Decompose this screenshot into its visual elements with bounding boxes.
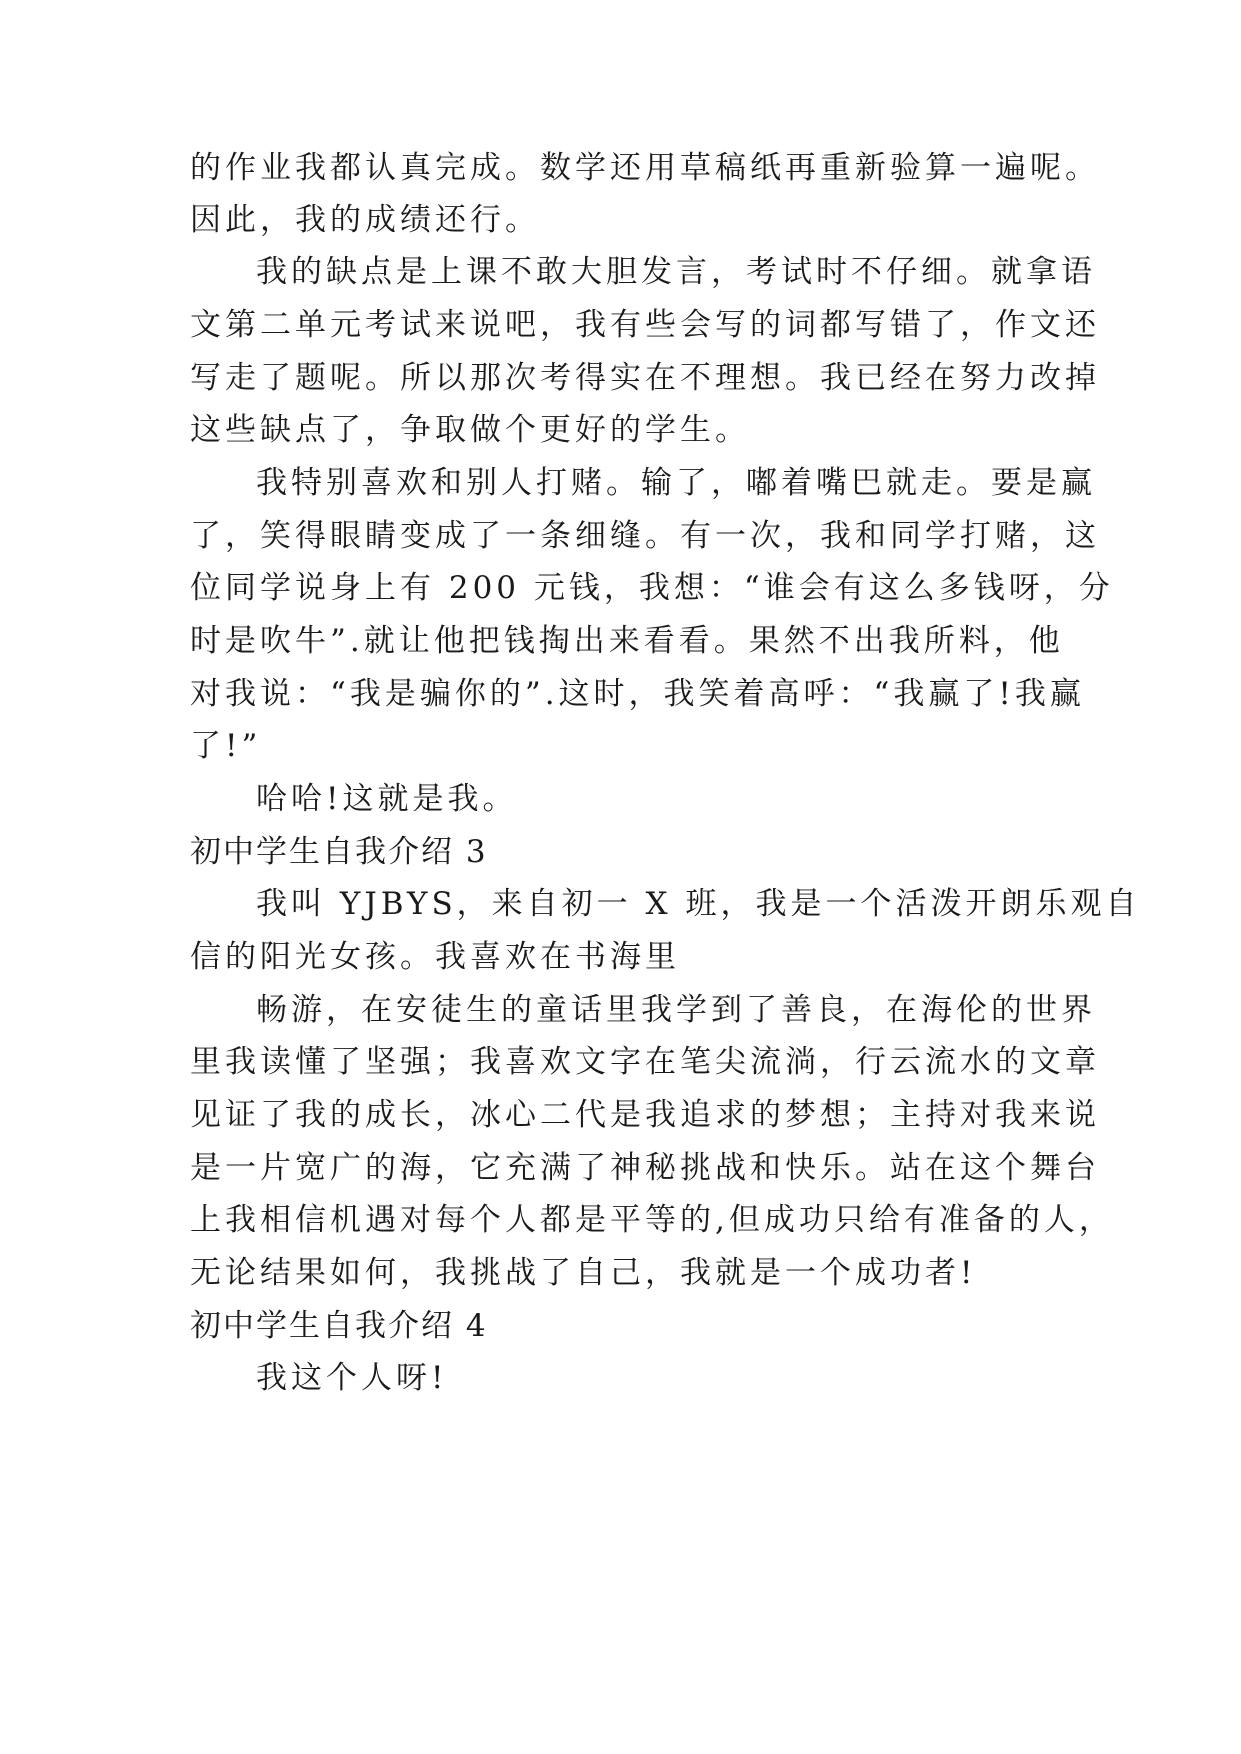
text-line: 里我读懂了坚强；我喜欢文字在笔尖流淌，行云流水的文章 (190, 1044, 1100, 1080)
text-line: 时是吹牛”.就让他把钱掏出来看看。果然不出我所料，他 (190, 623, 1064, 659)
section-heading: 初中学生自我介绍 3 (190, 834, 488, 870)
paragraph-first-line: 我特别喜欢和别人打赌。输了，嘟着嘴巴就走。要是赢 (256, 465, 1096, 501)
text-line: 写走了题呢。所以那次考得实在不理想。我已经在努力改掉 (190, 360, 1100, 396)
text-line: 位同学说身上有 200 元钱，我想：“谁会有这么多钱呀，分 (190, 570, 1114, 606)
text-line: 见证了我的成长，冰心二代是我追求的梦想；主持对我来说 (190, 1097, 1100, 1133)
text-line: 因此，我的成绩还行。 (190, 202, 540, 238)
text-line: 文第二单元考试来说吧，我有些会写的词都写错了，作文还 (190, 307, 1100, 343)
paragraph-first-line: 畅游，在安徒生的童话里我学到了善良，在海伦的世界 (256, 992, 1096, 1028)
text-line: 了!” (190, 728, 262, 764)
text-line: 信的阳光女孩。我喜欢在书海里 (190, 939, 680, 975)
paragraph-first-line: 我叫 YJBYS，来自初一 X 班，我是一个活泼开朗乐观自 (256, 886, 1141, 922)
text-line: 了，笑得眼睛变成了一条细缝。有一次，我和同学打赌，这 (190, 518, 1100, 554)
text-line: 这些缺点了，争取做个更好的学生。 (190, 412, 750, 448)
text-line: 的作业我都认真完成。数学还用草稿纸再重新验算一遍呢。 (190, 150, 1100, 186)
paragraph-first-line: 我的缺点是上课不敢大胆发言，考试时不仔细。就拿语 (256, 254, 1096, 290)
paragraph-first-line: 哈哈!这就是我。 (256, 781, 518, 817)
text-line: 上我相信机遇对每个人都是平等的,但成功只给有准备的人， (190, 1202, 1114, 1238)
text-line: 无论结果如何，我挑战了自己，我就是一个成功者! (190, 1255, 977, 1291)
section-heading: 初中学生自我介绍 4 (190, 1308, 488, 1344)
paragraph-first-line: 我这个人呀! (256, 1360, 448, 1396)
text-line: 是一片宽广的海，它充满了神秘挑战和快乐。站在这个舞台 (190, 1150, 1100, 1186)
text-line: 对我说：“我是骗你的”.这时，我笑着高呼：“我赢了!我赢 (190, 676, 1085, 712)
